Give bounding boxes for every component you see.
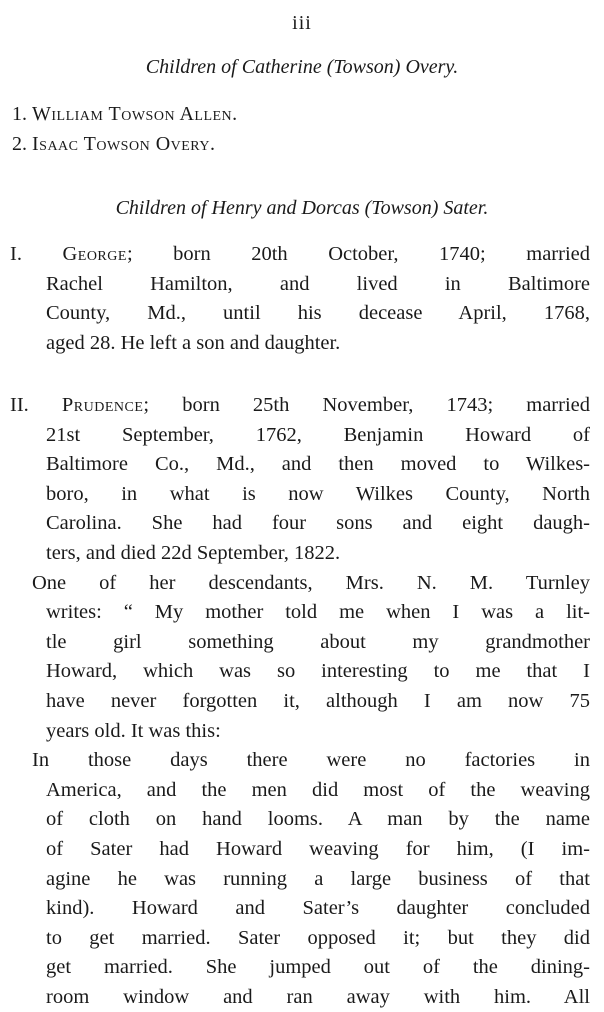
paragraph-line: room window and ran away with him. All bbox=[46, 985, 590, 1008]
list-item bbox=[12, 133, 215, 156]
list-item bbox=[12, 103, 238, 126]
item-number: 2. bbox=[12, 133, 27, 155]
entry-line: boro, in what is now Wilkes County, North bbox=[46, 482, 590, 505]
paragraph-line: tle girl something about my grandmother bbox=[46, 630, 590, 653]
section-heading-sater: Children of Henry and Dorcas (Towson) Sater. bbox=[115, 197, 489, 219]
entry-prudence bbox=[10, 391, 590, 1012]
entry-line: County, Md., until his decease April, 1768, bbox=[46, 302, 590, 325]
section-heading-overy: Children of Catherine (Towson) Overy. bbox=[145, 56, 459, 78]
entry-line: Rachel Hamilton, and lived in Baltimore bbox=[46, 272, 590, 295]
page-number: iii bbox=[292, 12, 312, 34]
paragraph-line: to get married. Sater opposed it; but they did bbox=[46, 926, 590, 949]
entry-line: aged 28. He left a son and daughter. bbox=[46, 331, 341, 354]
paragraph-line: kind). Howard and Sater’s daughter concluded bbox=[46, 897, 590, 920]
entry-name: George bbox=[62, 243, 127, 265]
paragraph-line: years old. It was this: bbox=[46, 719, 221, 742]
paragraph-line: In those days there were no factories in bbox=[32, 749, 590, 772]
entry-george bbox=[10, 240, 590, 358]
entry-line: ters, and died 22d September, 1822. bbox=[46, 541, 341, 564]
paragraph-line: agine he was running a large business of that bbox=[46, 867, 590, 890]
item-number: 1. bbox=[12, 103, 27, 125]
item-name: William Towson Allen. bbox=[32, 103, 238, 125]
paragraph-line: of cloth on hand looms. A man by the name bbox=[46, 808, 590, 831]
paragraph-line: get married. She jumped out of the dining- bbox=[46, 956, 590, 979]
paragraph-line: Howard, which was so interesting to me that I bbox=[46, 660, 590, 683]
entry-line: Baltimore Co., Md., and then moved to Wilkes- bbox=[46, 453, 590, 476]
paragraph-line: of Sater had Howard weaving for him, (I im- bbox=[46, 837, 590, 860]
entry-line: 21st September, 1762, Benjamin Howard of bbox=[46, 423, 590, 446]
entry-name: Prudence bbox=[61, 394, 144, 416]
entry-number: II. bbox=[10, 394, 29, 416]
paragraph-line: America, and the men did most of the weaving bbox=[46, 778, 590, 801]
paragraph-line: writes: “ My mother told me when I was a lit- bbox=[46, 601, 590, 624]
entry-line: II. Prudence; born 25th November, 1743; married bbox=[10, 394, 591, 416]
entry-line: Carolina. She had four sons and eight daugh- bbox=[46, 512, 590, 535]
paragraph-line: have never forgotten it, although I am now 75 bbox=[46, 689, 590, 712]
entry-number: I. bbox=[10, 243, 22, 265]
item-name: Isaac Towson Overy. bbox=[32, 133, 216, 155]
paragraph-line: One of her descendants, Mrs. N. M. Turnley bbox=[32, 571, 590, 594]
entry-line: I. George; born 20th October, 1740; married bbox=[10, 243, 590, 265]
